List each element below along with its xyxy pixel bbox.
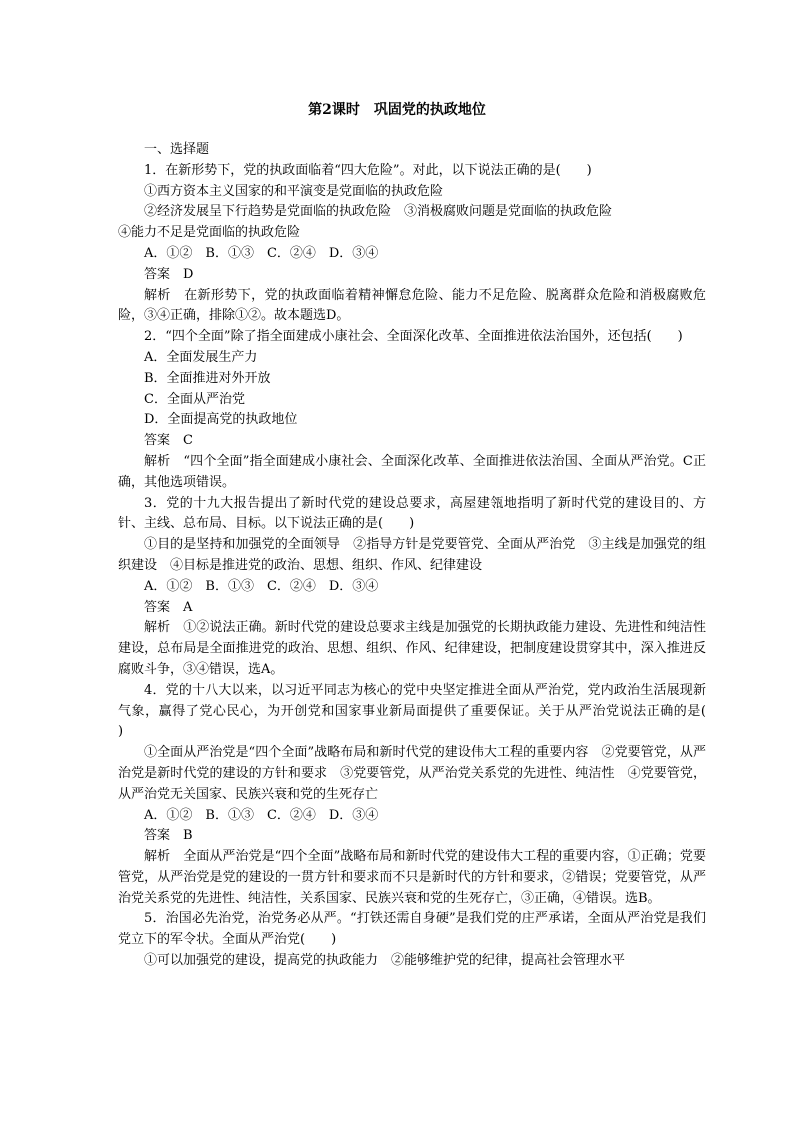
- text-line: 答案 B: [144, 828, 193, 844]
- text-line: ①可以加强党的建设，提高党的执政能力 ②能够维护党的纪律，提高社会管理水平: [144, 953, 626, 969]
- text-line: 解析 ①②说法正确。新时代党的建设总要求主线是加强党的长期执政能力建设、先进性和纯洁性建设，总布局是全面推进党的政治、思想、组织、作风、纪律建设，把制度建设贯穿其中，深入推进反腐败斗争，③④错误，选A。: [118, 620, 706, 677]
- text-line: C．全面从严治党: [144, 391, 245, 407]
- text-line: 一、选择题: [144, 142, 210, 157]
- text-line: 答案 D: [144, 266, 194, 282]
- text-line: 解析 “四个全面”指全面建成小康社会、全面深化改革、全面推进依法治国、全面从严治党。C正确，其他选项错误。: [118, 453, 706, 490]
- text-line: A．①② B．①③ C．②④ D．③④: [144, 578, 379, 594]
- question-content: [118, 140, 733, 972]
- text-line: D．全面提高党的执政地位: [144, 412, 298, 428]
- text-line: 解析 全面从严治党是“四个全面”战略布局和新时代党的建设伟大工程的重要内容，①正确；党要管党，从严治党是党的建设的一贯方针和要求而不只是新时代的方针和要求，②错误；党要管党，从严治党关系党的先进性、纯洁性，关系国家、民族兴衰和党的生死存亡，③正确，④错误。选B。: [118, 849, 706, 906]
- text-line: ②经济发展呈下行趋势是党面临的执政危险 ③消极腐败问题是党面临的执政危险: [144, 204, 613, 220]
- text-line: A．①② B．①③ C．②④ D．③④: [144, 245, 379, 261]
- text-line: 1．在新形势下，党的执政面临着“四大危险”。对此，以下说法正确的是( ): [144, 162, 592, 178]
- text-line: ①目的是坚持和加强党的全面领导 ②指导方针是党要管党、全面从严治党 ③主线是加强党的组织建设 ④目标是推进党的政治、思想、组织、作风、纪律建设: [118, 537, 706, 573]
- lesson-title: 第2课时 巩固党的执政地位: [308, 102, 486, 118]
- text-line: ①西方资本主义国家的和平演变是党面临的执政危险: [144, 183, 444, 199]
- text-line: 3．党的十九大报告提出了新时代党的建设总要求，高屋建瓴地指明了新时代党的建设目的、方针、主线、总布局、目标。以下说法正确的是( ): [118, 495, 706, 532]
- text-line: 5．治国必先治党，治党务必从严。“打铁还需自身硬”是我们党的庄严承诺，全面从严治党是我们党立下的军令状。全面从严治党( ): [118, 911, 706, 948]
- text-line: 4．党的十八大以来，以习近平同志为核心的党中央坚定推进全面从严治党，党内政治生活展现新气象，赢得了党心民心，为开创党和国家事业新局面提供了重要保证。关于从严治党说法正确的是( ): [118, 682, 733, 740]
- text-line: 答案 A: [144, 599, 193, 615]
- text-line: A．全面发展生产力: [144, 349, 258, 365]
- text-line: 答案 C: [144, 433, 193, 449]
- text-line: 2．“四个全面”除了指全面建成小康社会、全面深化改革、全面推进依法治国外，还包括( ): [144, 329, 683, 345]
- text-line: B．全面推进对外开放: [144, 370, 271, 386]
- text-line: A．①② B．①③ C．②④ D．③④: [144, 807, 379, 823]
- text-line: ①全面从严治党是“四个全面”战略布局和新时代党的建设伟大工程的重要内容 ②党要管党，从严治党是新时代党的建设的方针和要求 ③党要管党，从严治党关系党的先进性、纯洁性 ④党要管党，从严治党无关国家、民族兴衰和党的生死存亡: [118, 745, 706, 802]
- text-line: 解析 在新形势下，党的执政面临着精神懈怠危险、能力不足危险、脱离群众危险和消极腐败危险，③④正确，排除①②。故本题选D。: [118, 287, 706, 324]
- text-line: ④能力不足是党面临的执政危险: [118, 225, 301, 241]
